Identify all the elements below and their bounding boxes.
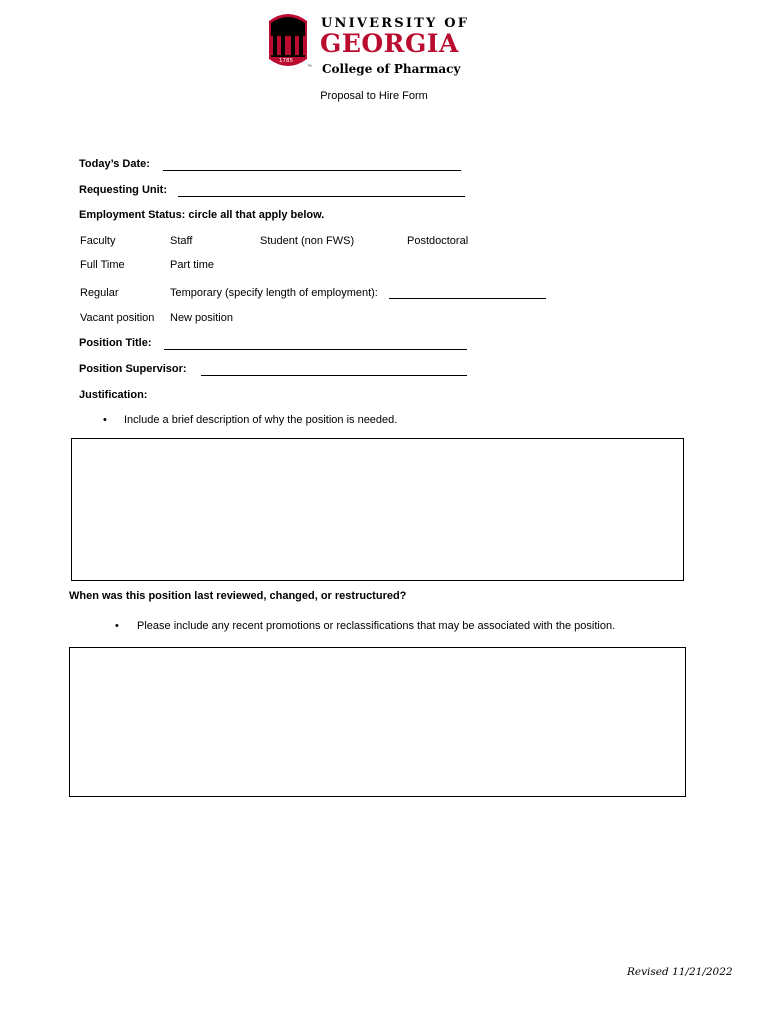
todays-date-label: Today’s Date: — [79, 158, 150, 170]
position-title-field[interactable] — [164, 349, 467, 350]
option-temporary[interactable]: Temporary (specify length of employment): — [170, 287, 378, 299]
option-full-time[interactable]: Full Time — [80, 259, 125, 271]
position-supervisor-label: Position Supervisor: — [79, 363, 187, 375]
option-regular[interactable]: Regular — [80, 287, 119, 299]
justification-instruction: Include a brief description of why the position is needed. — [124, 414, 398, 426]
logo-georgia: GEORGIA — [320, 29, 459, 58]
option-student[interactable]: Student (non FWS) — [260, 235, 355, 247]
review-question: When was this position last reviewed, changed, or restructured? — [69, 590, 407, 602]
review-instruction: Please include any recent promotions or reclassifications that may be associated with the position. — [137, 620, 616, 632]
justification-textbox[interactable] — [71, 438, 684, 581]
option-new-position[interactable]: New position — [170, 312, 233, 324]
temporary-length-field[interactable] — [389, 298, 546, 299]
bullet-icon: • — [103, 414, 107, 426]
requesting-unit-field[interactable] — [178, 196, 465, 197]
revised-date: Revised 11/21/2022 — [627, 966, 733, 978]
logo-year: 1785 — [279, 58, 293, 64]
review-textbox[interactable] — [69, 647, 686, 797]
logo-university-of: UNIVERSITY OF — [321, 16, 470, 31]
position-supervisor-field[interactable] — [201, 375, 467, 376]
requesting-unit-label: Requesting Unit: — [79, 184, 167, 196]
todays-date-field[interactable] — [163, 170, 461, 171]
logo-college: College of Pharmacy — [322, 62, 461, 76]
option-vacant-position[interactable]: Vacant position — [80, 312, 155, 324]
employment-status-label: Employment Status: circle all that apply below. — [79, 209, 325, 221]
option-staff[interactable]: Staff — [170, 235, 193, 247]
form-title: Proposal to Hire Form — [320, 90, 428, 102]
option-postdoctoral[interactable]: Postdoctoral — [407, 235, 469, 247]
logo-trademark: ™ — [307, 64, 312, 70]
option-faculty[interactable]: Faculty — [80, 235, 116, 247]
bullet-icon: • — [115, 620, 119, 632]
position-title-label: Position Title: — [79, 337, 152, 349]
justification-label: Justification: — [79, 389, 148, 401]
option-part-time[interactable]: Part time — [170, 259, 215, 271]
